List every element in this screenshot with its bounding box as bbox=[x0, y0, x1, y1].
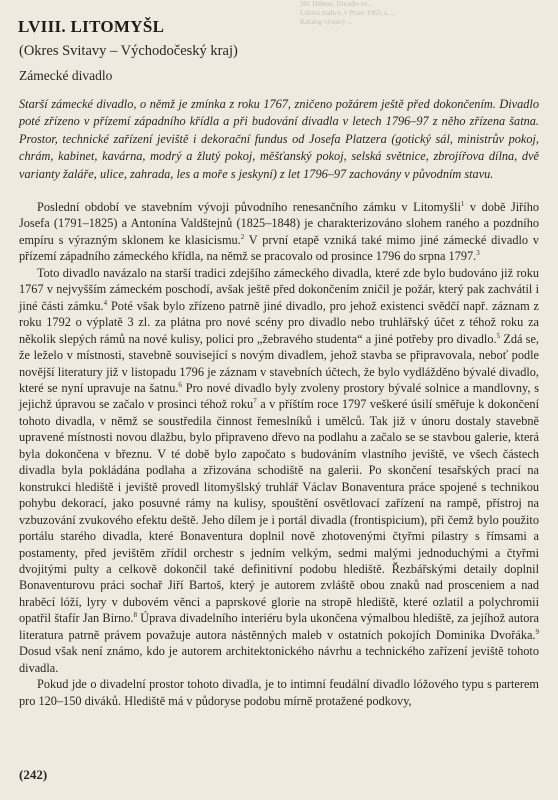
section-title: Zámecké divadlo bbox=[19, 68, 113, 83]
footnote-ref[interactable]: 8 bbox=[133, 611, 137, 620]
paragraph-text: Toto divadlo navázalo na starší tradici zdejšího zámeckého divadla, které zde bylo budováno již roku 1767 v nejvyšším zámeckém poschodí, avšak ještě před dokončením zničil je požár, který pak zachvátil i jiné části zámku. bbox=[19, 265, 539, 313]
bleed-line: Lidová tradice, v Praze 1963, s. ... bbox=[300, 9, 396, 17]
paragraph-text: a v příštím roce 1797 veškeré úsilí směřuje k dokončení tohoto divadla, v němž se soustředila činnost řemeslníků i umělců. Tak již v únoru dostaly stavebně upravené místnosti novou dlažbu, bylo připraveno dřevo na podlahu a začalo se se stavbou galerie, která byla dokončena v březnu. V té době bylo započato s budováním vlastního jeviště, ve všech částech divadla byla pokládána podlaha a zřizována schodiště na galerii. Po skončení tesařských prací na konstrukci hlediště i jeviště provedl litomyšlský truhlář Václav Bonaventura práce spojené s technikou pohybu dekorací, jako posuvné rámy na kulisy, spouštění osvětlovací zařízení na rampě, přístroj na vzbuzování zvukového efektu deště. Jeho dílem je i portál divadla (frontispicium), při čemž bylo použito portálu starého divadla, které Bonaventura doplnil nově zhotovenými čtyřmi pilastry s římsami a postamenty, před jevištěm zřídil orchestr s jedním velkým, sedmi malými jednoduchými a čtyřmi dvojitými pulty a celkově dokončil také definitivní podobu hlediště. Řezbářskými detaily doplnil Bonaventurovu práci sochař Jiří Bartoš, který je autorem zvláště obou znaků nad prosceniem a nad hraběcí lóží, lyry v dubovém věnci a paprskové glorie na stropě hlediště, které ozlatil a polychromii opatřil štafír Jan Birno. bbox=[19, 397, 539, 626]
district-subheading: (Okres Svitavy – Východočeský kraj) bbox=[19, 43, 238, 59]
paragraph-text: Zdá se, že leželo v místnosti, stavebně související s novým divadlem, jehož stavba se připravovala, neboť podle novější literatury již v listopadu 1796 je záznam v stavebních účtech, že bylo vydlážděno bývalé divadlo, které se nyní upravuje na šatnu. bbox=[19, 331, 539, 395]
footnote-ref[interactable]: 1 bbox=[460, 199, 465, 208]
paragraph-text: Úprava divadelního interiéru byla ukončena výmalbou hlediště, za jejíhož autora literatura patrně právem považuje autora nástěnných maleb v ostatních pokojích Dominika Dvořáka. bbox=[19, 611, 539, 642]
footnote-ref[interactable]: 6 bbox=[178, 380, 182, 389]
paragraph-text: Dosud však není známo, kdo je autorem architektonického návrhu a technického zařízení jeviště tohoto divadla. bbox=[19, 644, 539, 675]
chapter-heading bbox=[18, 17, 164, 37]
chapter-number: LVIII. bbox=[18, 17, 66, 36]
bleed-line: 201 Hübner, Divadlo ve... bbox=[300, 0, 373, 8]
body-paragraph bbox=[19, 676, 539, 709]
paragraph-text: Poslední období ve stavebním vývoji původního renesančního zámku v Litomyšli bbox=[37, 200, 461, 214]
footnote-ref[interactable]: 4 bbox=[103, 298, 108, 307]
body-paragraph bbox=[19, 265, 539, 676]
body-text bbox=[19, 199, 539, 709]
paragraph-text: Poté však bylo zřízeno patrně jiné divadlo, pro jehož existenci svědčí např. záznam z roku 1792 o výplatě 3 zl. za plátna pro nové scény pro divadlo nebo truhlářský účet z téhož roku za několik slepých rámů na nové kulisy, polici pro „žebravého studenta“ a jiné potřeby pro divadlo. bbox=[19, 298, 539, 346]
body-paragraph bbox=[19, 199, 539, 265]
chapter-title: LITOMYŠL bbox=[70, 17, 165, 36]
footnote-ref[interactable]: 7 bbox=[253, 397, 257, 406]
page-number: (242) bbox=[19, 767, 48, 782]
bleed-line: Katalog výstavy ... bbox=[300, 18, 353, 26]
paragraph-text: V první etapě vzniká také mimo jiné zámecké divadlo v přízemí západního zámeckého křídla, na němž se pracovalo od prosince 1796 do srpna 1797. bbox=[19, 232, 539, 264]
footnote-ref[interactable]: 3 bbox=[476, 249, 480, 258]
paragraph-text: Pro nové divadlo byly zvoleny prostory bývalé solnice a mandlovny, s jejichž úpravou se začalo v prosinci téhož roku bbox=[19, 380, 539, 412]
footnote-ref[interactable]: 5 bbox=[496, 331, 501, 340]
footnote-ref[interactable]: 9 bbox=[535, 627, 539, 636]
paragraph-text: v době Jiřího Josefa (1791–1825) a Antonína Valdštejnů (1825–1848) je charakterizováno slohem raného a pozdního empíru s výrazným sklonem ke klasicismu. bbox=[19, 200, 539, 247]
abstract-paragraph: Starší zámecké divadlo, o němž je zmínka z roku 1767, zničeno požárem ještě před dokončením. Divadlo poté zřízeno v přízemí západního křídla a při budování divadla v letech 1796–97 z něho zřízena šatna. Prostor, technické zařízení jeviště i dekorační fundus od Josefa Platzera (gotický sál, ministrův pokoj, chrám, kabinet, kavárna, modrý a žlutý pokoj, měšťanský pokoj, selská světnice, zbrojířova dílna, dvě varianty žaláře, ulice, zahrada, les a moře s jeskyní) z let 1796–97 zachovány v původním stavu. bbox=[19, 97, 539, 181]
footnote-ref[interactable]: 2 bbox=[240, 232, 245, 241]
paragraph-text: Pokud jde o divadelní prostor tohoto divadla, je to intimní feudální divadlo lóžového typu s parterem pro 120–150 diváků. Hlediště má v půdoryse podobu mírně protažené podkovy, bbox=[19, 677, 539, 708]
